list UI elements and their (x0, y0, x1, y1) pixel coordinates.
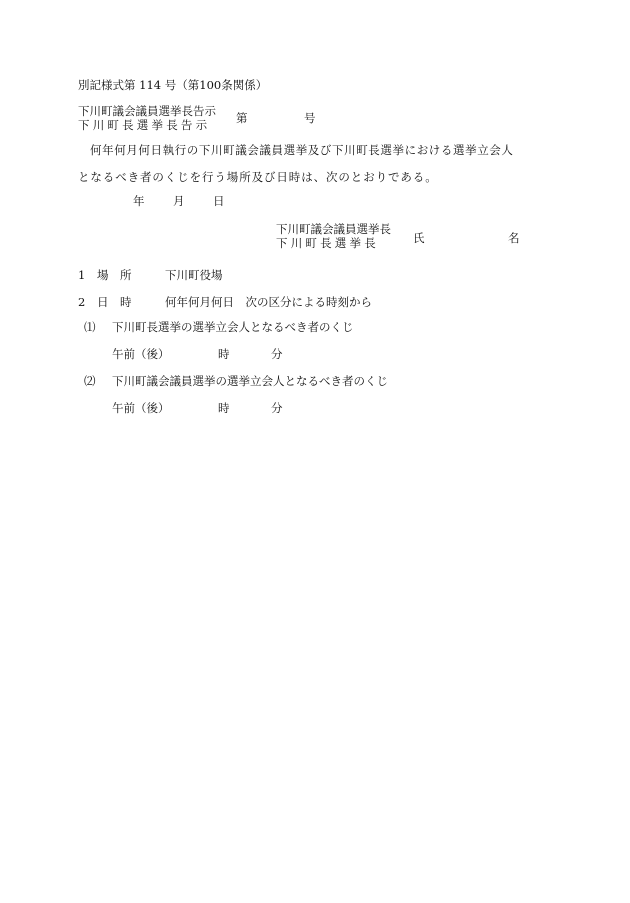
subitem-hour: 時 (218, 347, 230, 361)
signature-mayor: 下川町長選挙長 (276, 236, 379, 250)
notice-number-prefix: 第 (236, 111, 248, 125)
item-place-value: 下川町役場 (165, 268, 223, 282)
subitem-ampm: 午前（後） (112, 347, 170, 361)
form-header: 別記様式第 114 号（第100条関係） (78, 78, 268, 92)
subitem-number: ⑵ (84, 374, 96, 388)
issuer-line-council: 下川町議会議員選挙長告示 (78, 104, 216, 118)
item-datetime-number: 2 (78, 295, 86, 309)
subitem-minute: 分 (271, 401, 283, 415)
subitem-title: 下川町長選挙の選挙立会人となるべき者のくじ (112, 320, 354, 334)
signature-mei: 名 (508, 231, 520, 245)
subitem-ampm: 午前（後） (112, 401, 170, 415)
item-place-label: 場 所 (97, 268, 132, 282)
notice-number-suffix: 号 (304, 111, 316, 125)
month-label: 月 (173, 194, 185, 208)
issuer-line-mayor: 下川町長選挙長告示 (78, 118, 211, 132)
body-line-2: となるべき者のくじを行う場所及び日時は、次のとおりである。 (78, 170, 438, 184)
subitem-title: 下川町議会議員選挙の選挙立会人となるべき者のくじ (112, 374, 388, 388)
item-datetime-label: 日 時 (97, 295, 132, 309)
year-label: 年 (133, 194, 145, 208)
subitem-hour: 時 (218, 401, 230, 415)
item-datetime-value: 何年何月何日 次の区分による時刻から (165, 295, 372, 309)
body-line-1: 何年何月何日執行の下川町議会議員選挙及び下川町長選挙における選挙立会人 (90, 143, 514, 157)
subitem-minute: 分 (271, 347, 283, 361)
subitem-number: ⑴ (84, 320, 96, 334)
signature-council: 下川町議会議員選挙長 (276, 222, 391, 236)
day-label: 日 (213, 194, 225, 208)
signature-shi: 氏 (413, 231, 425, 245)
item-place-number: 1 (78, 268, 86, 282)
